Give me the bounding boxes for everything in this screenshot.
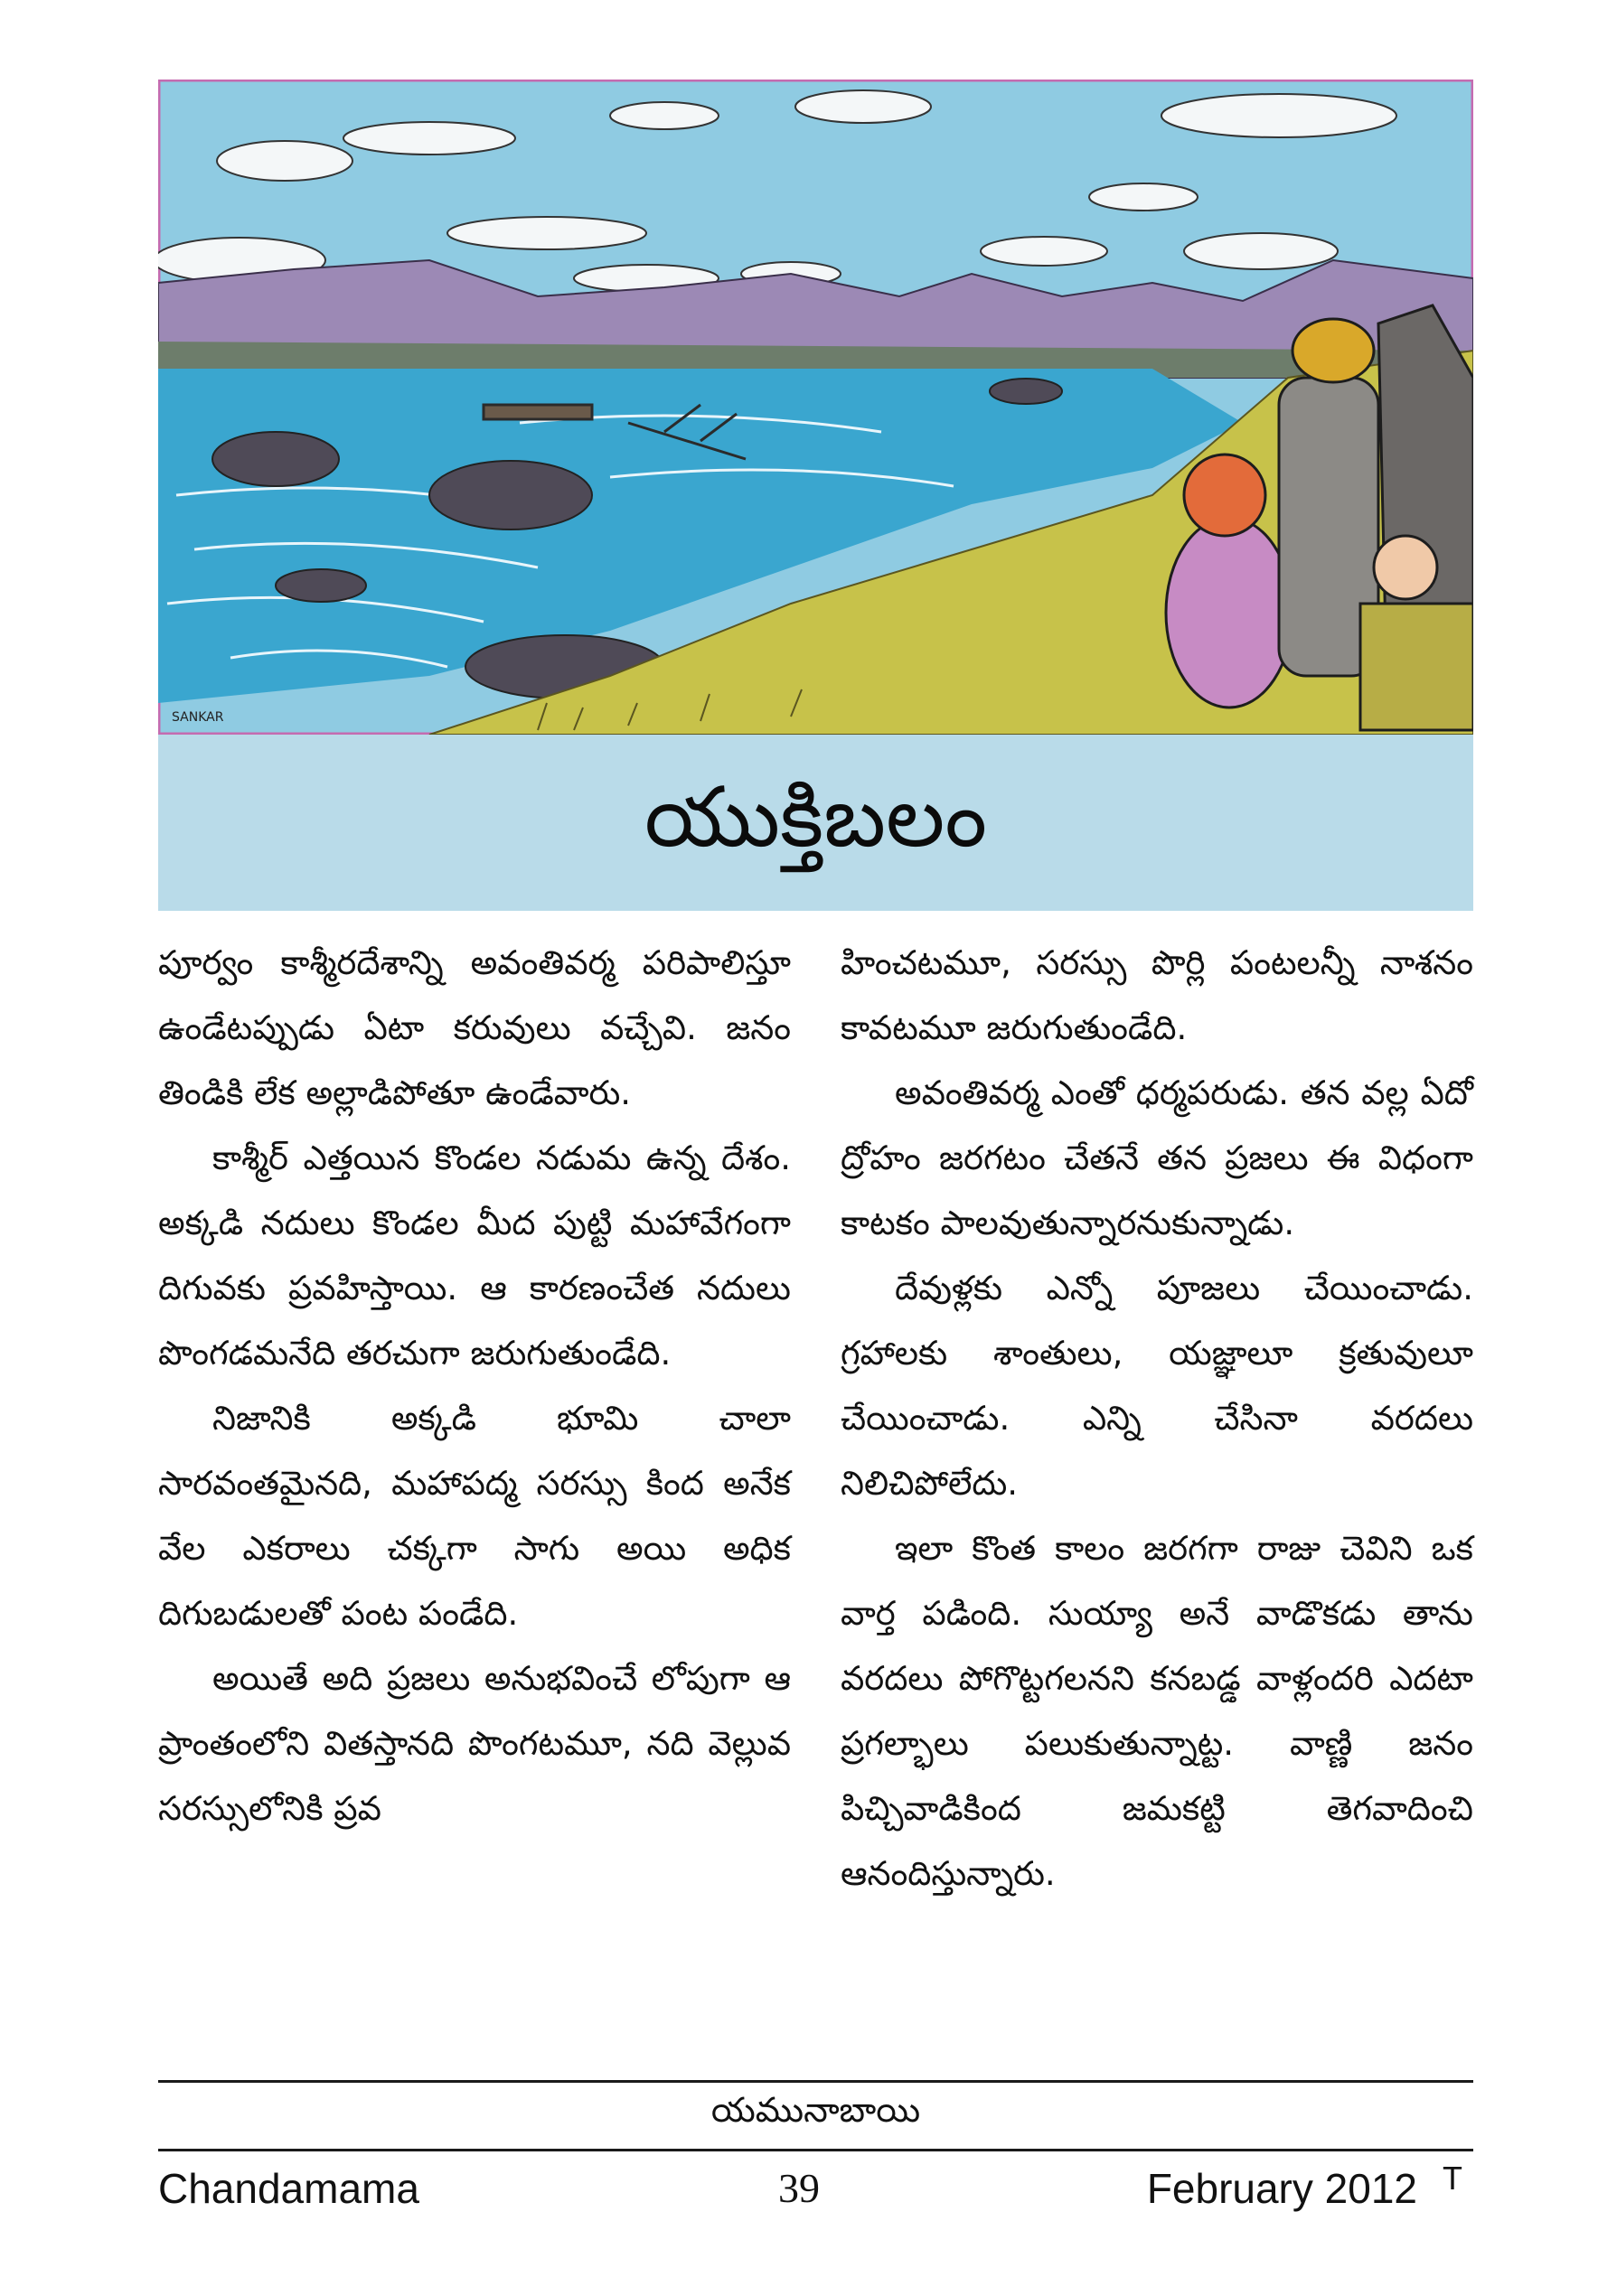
page-number: 39 [778,2165,820,2211]
paragraph: కాశ్మీర్ ఎత్తయిన కొండల నడుమ ఉన్న దేశం. అక్కడి నదులు కొండల మీద పుట్టి మహావేగంగా దిగువకు ప్రవహిస్తాయి. ఆ కారణంచేత నదులు పొంగడమనేది తరచుగా జరుగుతుండేది. [158,1139,791,1373]
paragraph: పూర్వం కాశ్మీరదేశాన్ని అవంతివర్మ పరిపాలిస్తూ ఉండేటప్పుడు ఏటా కరువులు వచ్చేవి. జనం తిండికి లేక అల్లాడిపోతూ ఉండేవారు. [158,943,791,1112]
footer-mark: T [1443,2160,1462,2197]
illustrator-signature: SANKAR [172,710,224,725]
paragraph: అయితే అది ప్రజలు అనుభవించే లోపుగా ఆ ప్రాంతంలోని వితస్తానది పొంగటమూ, నది వెల్లువ సరస్సులోనికి ప్రవ [158,1659,791,1828]
magazine-name: Chandamama [158,2165,419,2212]
issue-date: February 2012 [1146,2165,1417,2212]
divider-bottom [158,2149,1473,2151]
left-text-column [158,931,791,1841]
story-illustration [158,80,1473,735]
title-band [158,735,1473,911]
paragraph: ఇలా కొంత కాలం జరగగా రాజు చెవిని ఒక వార్త పడింది. సుయ్యా అనే వాడొకడు తాను వరదలు పోగొట్టగలనని కనబడ్డ వాళ్లందరి ఎదటా ప్రగల్భాలు పలుకుతున్నాట్ట. వాణ్ణి జనం పిచ్చివాడికింద జమకట్టి తెగవాదించి ఆనందిస్తున్నారు. [841,1529,1473,1893]
author-name: యమునాబాయి [710,2090,921,2130]
paragraph: దేవుళ్లకు ఎన్నో పూజలు చేయించాడు. గ్రహాలకు శాంతులు, యజ్ఞాలూ క్రతువులూ చేయించాడు. ఎన్ని చేసినా వరదలు నిలిచిపోలేదు. [841,1269,1473,1503]
story-title: యుక్తిబలం [644,769,988,866]
divider-top [158,2080,1473,2083]
paragraph: అవంతివర్మ ఎంతో ధర్మపరుడు. తన వల్ల ఏదో ద్రోహం జరగటం చేతనే తన ప్రజలు ఈ విధంగా కాటకం పాలవుతున్నారనుకున్నాడు. [841,1073,1473,1242]
paragraph: హించటమూ, సరస్సు పొర్లి పంటలన్నీ నాశనం కావటమూ జరుగుతుండేది. [841,943,1473,1047]
paragraph: నిజానికి అక్కడి భూమి చాలా సారవంతమైనది, మహాపద్మ సరస్సు కింద అనేక వేల ఎకరాలు చక్కగా సాగు అయి అధిక దిగుబడులతో పంట పండేది. [158,1399,791,1633]
right-text-column [841,931,1473,1907]
